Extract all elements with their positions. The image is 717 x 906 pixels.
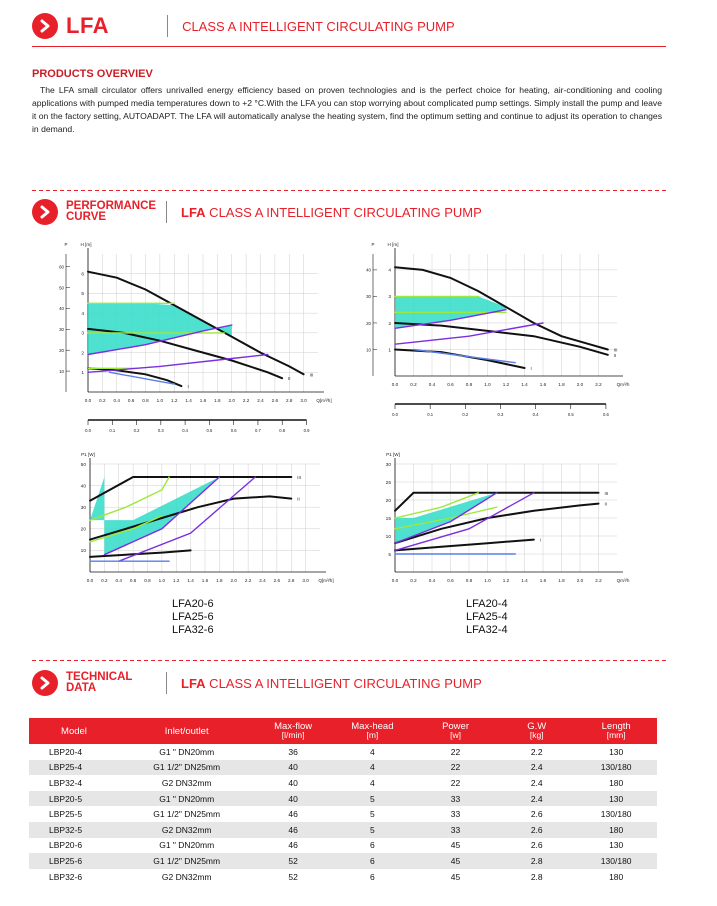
x-tick-label: 0.8: [465, 382, 473, 387]
table-cell: 2.6: [530, 840, 543, 851]
technical-subtitle-text: CLASS A INTELLIGENT CIRCULATING PUMP: [205, 675, 482, 691]
q2-tick-label: 0.6: [230, 428, 237, 433]
table-cell: 5: [332, 822, 413, 838]
col-header: Model: [29, 718, 119, 744]
x-tick-label: 1.0: [158, 578, 166, 583]
y-tick-label: 3: [388, 295, 391, 301]
chevron-right-icon: [32, 13, 58, 39]
x-tick-label: 1.8: [214, 398, 221, 403]
performance-brand: LFA: [181, 204, 206, 220]
head-curve-chart-6: [28, 236, 332, 441]
main-header: [32, 13, 455, 39]
y-axis-label: P1 [W]: [386, 452, 400, 457]
table-cell: 2.8: [530, 871, 543, 882]
curve-label: I: [539, 537, 541, 543]
series-line: [414, 350, 516, 363]
q2-tick-label: 0.7: [255, 428, 261, 433]
x-tick-label: 2.4: [257, 398, 264, 403]
model-list-4: [466, 598, 508, 637]
table-cell: 22: [450, 746, 461, 757]
table-cell: 5: [370, 809, 375, 820]
table-cell: 22: [450, 777, 461, 788]
x-axis-label: Qm³/h: [616, 578, 630, 583]
x-tick-label: 0.6: [129, 578, 137, 583]
table-cell: 180: [575, 822, 657, 838]
y-axis-label: H [m]: [387, 242, 399, 247]
q2-tick-label: 0.8: [279, 428, 286, 433]
table-cell: 40: [254, 791, 331, 807]
table-row: [29, 760, 657, 776]
model-label: LFA25-6: [172, 611, 214, 623]
head-curve-chart-4: [340, 236, 640, 441]
x-tick-label: 0.8: [144, 578, 151, 583]
col-header: G.W [kg]: [498, 718, 575, 744]
performance-header: [32, 199, 482, 225]
table-cell: 130: [609, 840, 624, 851]
x-tick-label: 0.4: [115, 578, 122, 583]
q2-tick-label: 0.3: [497, 412, 504, 417]
table-cell: LBP32-4: [49, 777, 83, 788]
table-cell: 130/180: [600, 809, 632, 820]
table-cell: 6: [332, 853, 413, 869]
q2-tick-label: 0.5: [567, 412, 574, 417]
table-cell: 45: [450, 871, 461, 882]
y-axis-label: P1 [W]: [81, 452, 95, 457]
y-tick-label: 5: [81, 292, 84, 298]
model-label: LFA20-4: [466, 598, 508, 610]
q2-tick-label: 0.2: [462, 412, 469, 417]
x-tick-label: 0.6: [127, 398, 135, 403]
p-tick-label: 60: [59, 264, 64, 270]
p-tick-label: 20: [59, 347, 64, 353]
x-tick-label: 0.0: [86, 578, 94, 583]
y-tick-label: 1: [81, 371, 84, 377]
table-cell: G1 1/2" DN25mm: [119, 853, 254, 869]
table-cell: 33: [413, 791, 498, 807]
y-tick-label: 10: [80, 549, 86, 555]
curve-label: II: [604, 501, 607, 507]
model-label: LFA25-4: [466, 611, 508, 623]
table-cell: 5: [332, 791, 413, 807]
p-tick-label: 30: [366, 294, 371, 300]
y-tick-label: 20: [385, 498, 391, 504]
y-tick-label: 25: [385, 480, 391, 486]
y-axis-label: H [m]: [80, 242, 92, 247]
x-tick-label: 1.2: [171, 398, 178, 403]
spec-table: [29, 718, 657, 884]
q2-tick-label: 0.2: [133, 428, 140, 433]
table-cell: 2.4: [498, 760, 575, 776]
table-cell: LBP32-5: [29, 822, 119, 838]
table-cell: 6: [370, 840, 375, 851]
table-cell: LBP25-6: [29, 853, 119, 869]
x-tick-label: 1.2: [502, 382, 510, 387]
technical-subtitle: [181, 676, 482, 691]
x-tick-label: 1.8: [216, 578, 223, 583]
table-cell: 45: [450, 840, 461, 851]
y-tick-label: 5: [388, 552, 391, 558]
table-cell: 4: [370, 746, 375, 757]
col-header: Max-flow [l/min]: [254, 718, 331, 744]
x-tick-label: 2.6: [273, 578, 281, 583]
y-tick-label: 30: [80, 506, 86, 511]
table-cell: 4: [370, 777, 375, 788]
x-tick-label: 2.8: [288, 578, 295, 583]
performance-subtitle-text: CLASS A INTELLIGENT CIRCULATING PUMP: [205, 204, 482, 220]
table-row: [29, 869, 657, 885]
table-cell: G2 DN32mm: [119, 822, 254, 838]
table-cell: LBP32-6: [49, 871, 83, 882]
p-tick-label: 50: [59, 285, 64, 291]
y-tick-label: 40: [80, 484, 86, 490]
y-tick-label: 1: [388, 348, 391, 354]
curve-label: III: [297, 474, 301, 480]
x-tick-label: 2.2: [244, 578, 252, 583]
x-tick-label: 3.0: [300, 398, 307, 403]
table-cell: G1 1/2" DN25mm: [119, 760, 254, 776]
p-tick-label: 20: [366, 320, 371, 326]
x-tick-label: 2.4: [259, 578, 266, 583]
table-cell: G1 " DN20mm: [159, 746, 215, 757]
model-label: LFA32-4: [466, 624, 508, 636]
y-tick-label: 10: [385, 534, 391, 540]
y-tick-label: 6: [81, 272, 84, 278]
table-row: [29, 822, 657, 838]
table-cell: 40: [288, 777, 298, 788]
curve-label: II: [288, 376, 291, 382]
x-tick-label: 0.2: [99, 398, 106, 403]
x-tick-label: 0.4: [113, 398, 120, 403]
table-cell: 45: [413, 853, 498, 869]
technical-title: TECHNICAL DATA: [66, 671, 133, 694]
y-tick-label: 2: [81, 351, 84, 357]
table-cell: 2.8: [498, 853, 575, 869]
y-tick-label: 15: [385, 516, 391, 522]
x-tick-label: 2.2: [242, 398, 250, 403]
chevron-right-icon: [32, 199, 58, 225]
col-header: Length [mm]: [575, 718, 657, 744]
curve-label: III: [604, 490, 609, 496]
q2-tick-label: 0.6: [602, 412, 609, 417]
p-tick-label: 30: [59, 327, 64, 333]
header-title: LFA: [66, 13, 110, 38]
table-cell: 46: [254, 822, 331, 838]
table-cell: G1 1/2" DN25mm: [153, 809, 221, 820]
table-cell: 130: [609, 746, 624, 757]
performance-title: PERFORMANCE CURVE: [66, 200, 157, 223]
curve-label: I: [187, 384, 189, 390]
header-rule: [32, 46, 666, 47]
x-tick-label: 1.8: [558, 578, 565, 583]
table-cell: 130: [575, 791, 657, 807]
table-cell: 36: [288, 746, 298, 757]
x-tick-label: 1.6: [539, 578, 547, 583]
x-tick-label: 2.2: [595, 382, 602, 387]
table-cell: G2 DN32mm: [161, 871, 212, 882]
table-row: [29, 853, 657, 869]
technical-header: [32, 670, 482, 696]
table-row: [29, 806, 657, 822]
x-tick-label: 0.6: [447, 382, 454, 387]
q2-tick-label: 0.1: [109, 428, 116, 433]
table-cell: 2.6: [530, 809, 543, 820]
table-cell: G1 " DN20mm: [159, 840, 215, 851]
table-cell: 2.4: [530, 777, 543, 788]
table-row: [29, 838, 657, 854]
overview-title: PRODUCTS OVERVIEV: [32, 68, 153, 80]
x-tick-label: 2.6: [271, 398, 279, 403]
model-label: LFA32-6: [172, 624, 214, 636]
x-tick-label: 1.6: [199, 398, 207, 403]
curve-label: I: [530, 366, 532, 372]
table-cell: 180: [609, 871, 624, 882]
table-cell: 46: [288, 840, 298, 851]
y-tick-label: 2: [388, 321, 391, 327]
x-tick-label: 1.2: [502, 578, 510, 583]
table-cell: 33: [450, 809, 461, 820]
section-divider: [32, 660, 666, 661]
series-line: [395, 493, 599, 511]
x-tick-label: 1.0: [484, 578, 491, 583]
x-axis-label: Q[m³/h]: [316, 398, 332, 403]
x-tick-label: 1.4: [185, 398, 192, 403]
table-cell: 46: [288, 809, 298, 820]
col-header: Power [w]: [413, 718, 498, 744]
q2-tick-label: 0.0: [392, 412, 398, 417]
q2-tick-label: 0.9: [303, 428, 310, 433]
table-row: [29, 744, 657, 760]
p-tick-label: 40: [366, 267, 371, 273]
table-row: [29, 775, 657, 791]
curve-label: III: [309, 372, 314, 378]
q2-tick-label: 0.1: [427, 412, 434, 417]
series-line: [395, 350, 525, 369]
table-cell: 2.6: [498, 822, 575, 838]
curve-label: II: [613, 352, 617, 358]
header-separator: [167, 15, 168, 37]
table-cell: 52: [288, 871, 298, 882]
x-tick-label: 0.2: [410, 382, 417, 387]
q2-tick-label: 0.4: [532, 412, 539, 417]
table-cell: G2 DN32mm: [161, 777, 212, 788]
table-cell: LBP20-5: [29, 791, 119, 807]
x-tick-label: 1.2: [173, 578, 180, 583]
table-cell: 2.4: [498, 791, 575, 807]
x-tick-label: 1.6: [201, 578, 209, 583]
table-cell: LBP20-4: [49, 746, 83, 757]
col-header: Inlet/outlet: [119, 718, 254, 744]
table-cell: 2.2: [530, 746, 543, 757]
x-tick-label: 0.4: [428, 578, 436, 583]
y-tick-label: 4: [388, 268, 391, 274]
technical-brand: LFA: [181, 675, 206, 691]
header-separator: [166, 672, 167, 694]
table-cell: 22: [413, 760, 498, 776]
x-axis-label: Q[m³/h]: [318, 578, 334, 583]
table-cell: 52: [254, 853, 331, 869]
table-cell: 130/180: [575, 760, 657, 776]
x-tick-label: 2.0: [576, 578, 584, 583]
x-tick-label: 1.8: [558, 382, 565, 387]
section-divider: [32, 190, 666, 191]
x-tick-label: 0.8: [142, 398, 149, 403]
table-row: [29, 791, 657, 807]
p-axis-label: P: [371, 242, 375, 247]
x-tick-label: 2.0: [576, 382, 584, 387]
q2-tick-label: 0.5: [206, 428, 213, 433]
table-cell: 40: [254, 760, 331, 776]
x-tick-label: 0.4: [428, 382, 436, 387]
overview-text: The LFA small circulator offers unrivalled energy efficiency based on proven technologies and is the perfect choice for heating, air-conditioning and cooling applications with pumped media temperatures down to +2 °C.With the LFA you can stop worrying about complicated pump settings. Simply install the pump and leave it on the factory setting, AUTOADAPT. The LFA will automatically analyse the heating system, find the optimum setting and continue to adjust its operation to changes in demand.: [32, 85, 662, 134]
header-subtitle: CLASS A INTELLIGENT CIRCULATING PUMP: [182, 18, 455, 34]
x-tick-label: 0.0: [391, 382, 399, 387]
power-curve-chart-6: [28, 450, 334, 595]
x-tick-label: 2.0: [228, 398, 235, 403]
x-tick-label: 1.0: [156, 398, 164, 403]
table-cell: 180: [609, 777, 624, 788]
series-line: [395, 323, 608, 355]
y-tick-label: 3: [81, 331, 84, 337]
y-tick-label: 4: [81, 311, 84, 317]
x-tick-label: 2.2: [595, 578, 602, 583]
q2-tick-label: 0.3: [157, 428, 164, 433]
curve-label: III: [613, 347, 618, 353]
table-cell: G1 " DN20mm: [119, 791, 254, 807]
x-tick-label: 2.8: [286, 398, 293, 403]
x-tick-label: 0.8: [465, 578, 473, 583]
y-tick-label: 30: [385, 462, 391, 468]
chevron-right-icon: [32, 670, 58, 696]
p-axis-label: P: [64, 242, 68, 247]
y-tick-label: 50: [80, 462, 86, 468]
p-tick-label: 10: [59, 368, 64, 374]
p-tick-label: 40: [59, 306, 64, 312]
table-header-row: [29, 718, 657, 744]
q2-tick-label: 0.4: [182, 428, 189, 433]
performance-subtitle: [181, 205, 482, 220]
y-tick-label: 20: [80, 527, 86, 533]
x-tick-label: 1.4: [521, 578, 528, 583]
table-cell: LBP25-4: [29, 760, 119, 776]
table-cell: LBP20-6: [49, 840, 83, 851]
x-tick-label: 2.0: [230, 578, 237, 583]
table-cell: 130/180: [575, 853, 657, 869]
operating-area: [90, 477, 219, 555]
x-tick-label: 1.4: [521, 382, 528, 387]
x-axis-label: Qm³/h: [616, 382, 630, 387]
x-tick-label: 0.6: [447, 578, 454, 583]
x-tick-label: 1.0: [484, 382, 491, 387]
x-tick-label: 0.0: [84, 398, 92, 403]
q2-tick-label: 0.0: [85, 428, 91, 433]
power-curve-chart-4: [340, 450, 640, 595]
x-tick-label: 0.2: [410, 578, 417, 583]
table-cell: LBP25-5: [49, 809, 83, 820]
table-cell: 4: [332, 760, 413, 776]
table-cell: 33: [413, 822, 498, 838]
p-tick-label: 10: [366, 347, 371, 353]
x-tick-label: 1.4: [187, 578, 194, 583]
x-tick-label: 0.2: [101, 578, 108, 583]
curve-label: II: [297, 496, 300, 502]
model-list-6: [172, 598, 214, 637]
x-tick-label: 0.0: [391, 578, 399, 583]
x-tick-label: 1.6: [539, 382, 547, 387]
header-separator: [166, 201, 167, 223]
model-label: LFA20-6: [172, 598, 214, 610]
col-header: Max-head [m]: [332, 718, 413, 744]
x-tick-label: 3.0: [302, 578, 309, 583]
table-cell: 6: [370, 871, 375, 882]
